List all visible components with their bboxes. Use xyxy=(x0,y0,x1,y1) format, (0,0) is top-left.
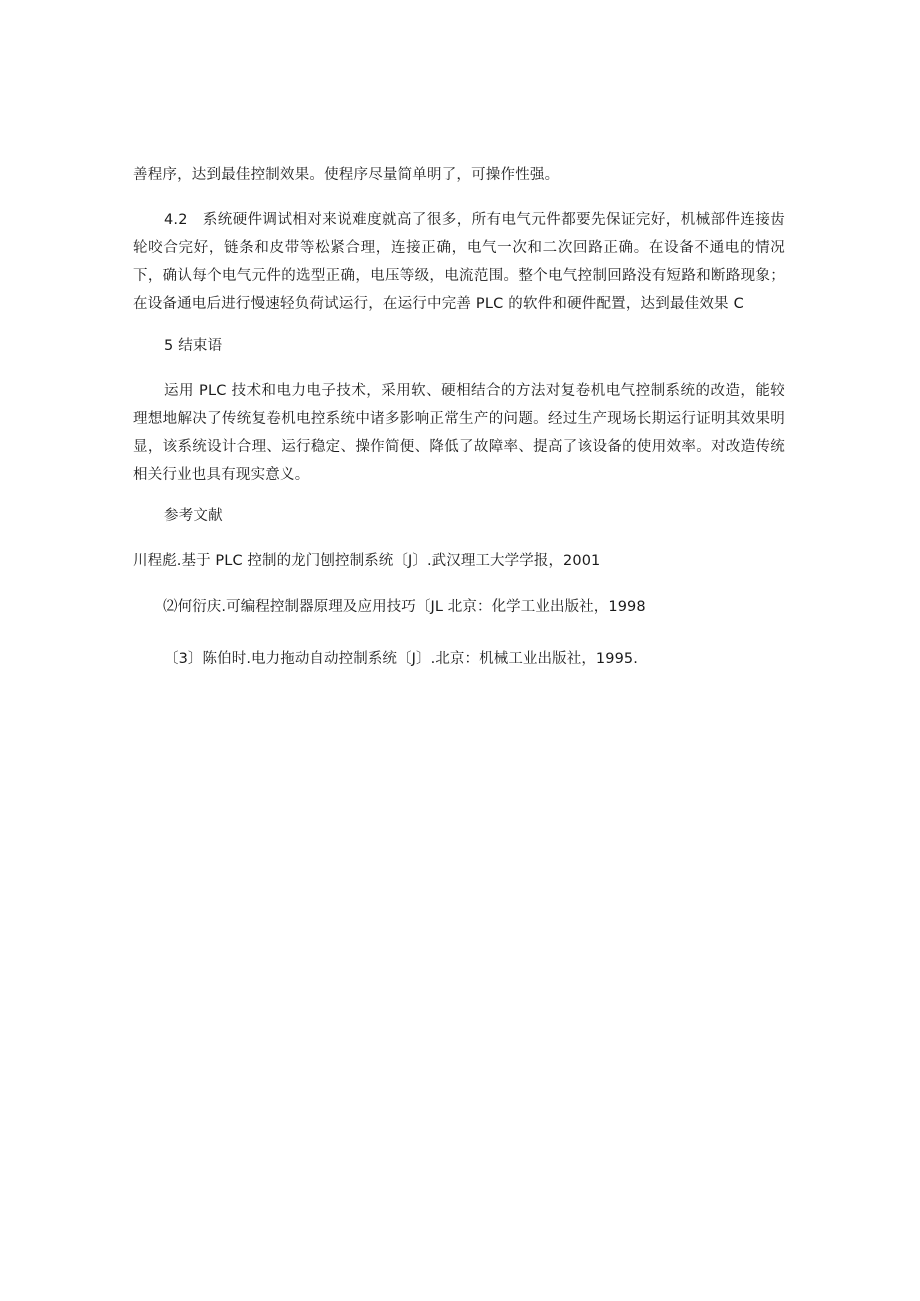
paragraph-continuation: 善程序，达到最佳控制效果。使程序尽量简单明了，可操作性强。 xyxy=(133,167,560,183)
reference-item: 川程彪.基于 PLC 控制的龙门刨控制系统〔J〕.武汉理工大学学报，2001 xyxy=(133,553,601,569)
heading-references: 参考文献 xyxy=(164,508,223,524)
paragraph-section-4-2: 4.2 系统硬件调试相对来说难度就高了很多，所有电气元件都要先保证完好，机械部件连接齿轮咬合完好，链条和皮带等松紧合理，连接正确，电气一次和二次回路正确。在设备不通电的情况下，确认每个电气元件的选型正确，电压等级，电流范围。整个电气控制回路没有短路和断路现象；在设备通电后进行慢速轻负荷试运行，在运行中完善 PLC 的软件和硬件配置，达到最佳效果 C xyxy=(133,212,785,312)
reference-item: 〔3〕陈伯时.电力拖动自动控制系统〔J〕.北京：机械工业出版社，1995. xyxy=(164,651,638,667)
paragraph-conclusion: 运用 PLC 技术和电力电子技术，采用软、硬相结合的方法对复卷机电气控制系统的改造，能较理想地解决了传统复卷机电控系统中诸多影响正常生产的问题。经过生产现场长期运行证明其效果明显，该系统设计合理、运行稳定、操作简便、降低了故障率、提高了该设备的使用效率。对改造传统相关行业也具有现实意义。 xyxy=(133,383,785,483)
reference-item: ⑵何衍庆.可编程控制器原理及应用技巧〔JL 北京：化学工业出版社，1998 xyxy=(163,599,646,615)
heading-conclusion: 5 结束语 xyxy=(164,338,223,354)
